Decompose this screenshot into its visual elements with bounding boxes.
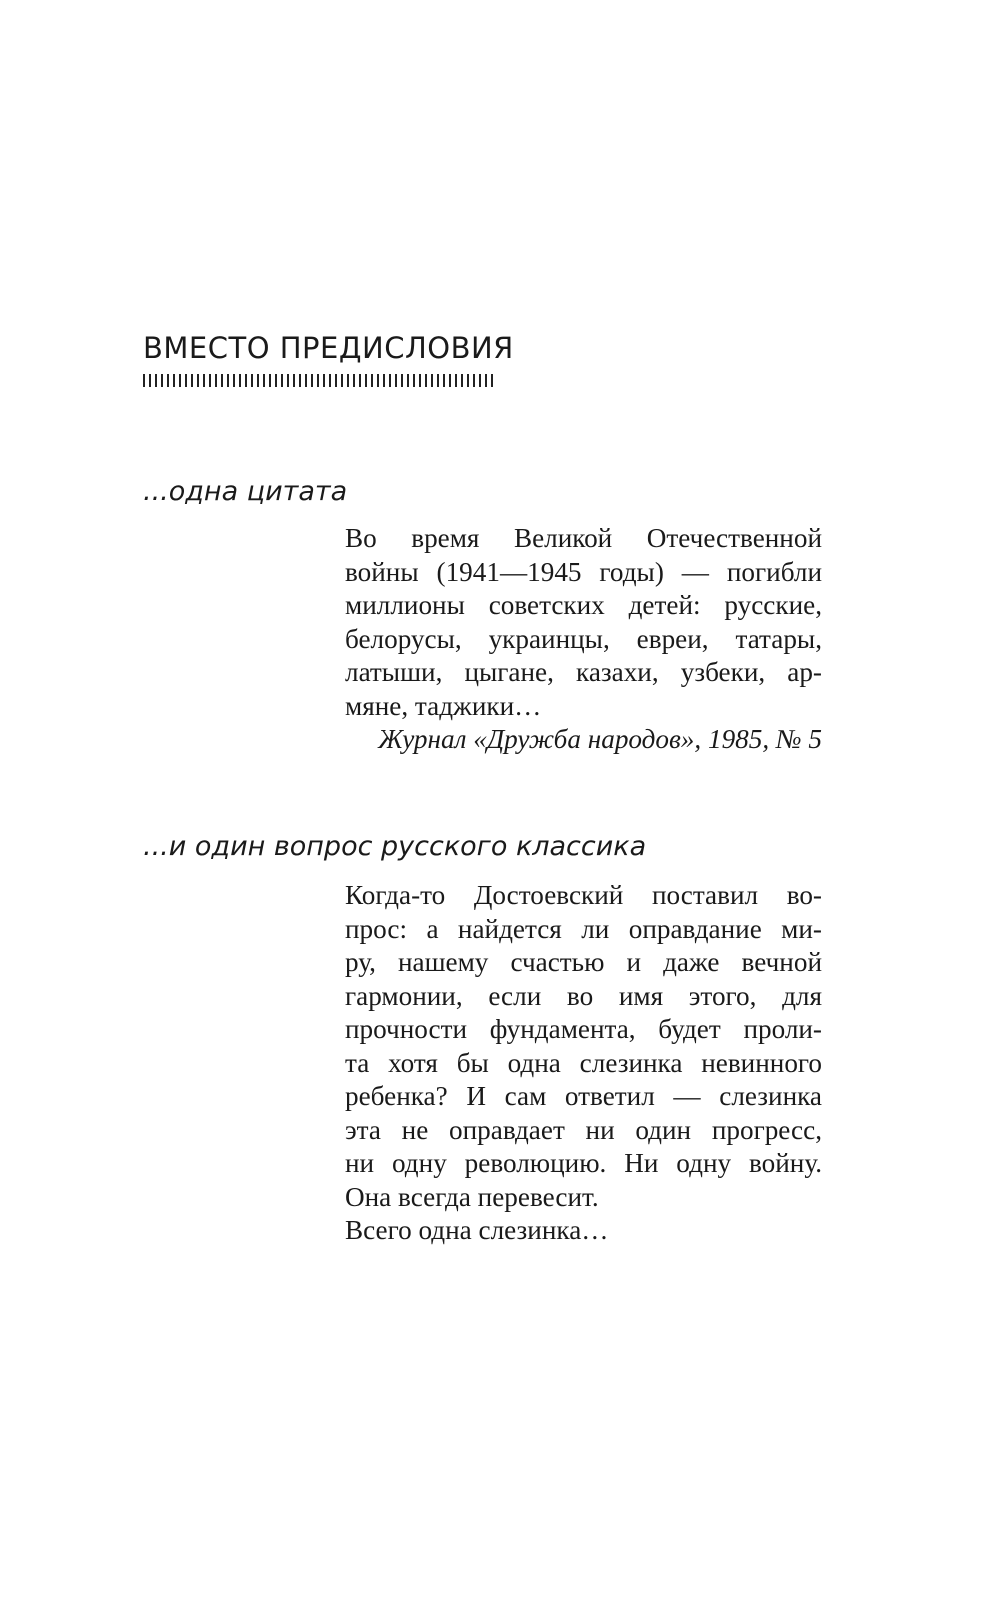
section-title: ВМЕСТО ПРЕДИСЛОВИЯ [143,331,514,365]
quote-line: Во время Великой Отечественной [345,523,822,553]
question-line: ребенка? И сам ответил — слезинка [345,1081,822,1111]
quote-line: латыши, цыгане, казахи, узбеки, ар- [345,657,822,687]
question-line: эта не оправдает ни один прогресс, [345,1114,822,1145]
quote-heading: ...одна цитата [143,476,348,507]
quote-line: войны (1941—1945 годы) — погибли [345,556,822,587]
question-heading: ...и один вопрос русского классика [143,831,647,862]
question-line: та хотя бы одна слезинка невинного [345,1047,822,1078]
question-block [345,879,822,1248]
question-line: Когда-то Достоевский поставил во- [345,880,822,910]
question-line: прос: а найдется ли оправдание ми- [345,913,822,944]
question-line: прочности фундамента, будет проли- [345,1014,822,1044]
quote-block [345,522,822,757]
quote-attribution: Журнал «Дружба народов», 1985, № 5 [378,724,822,754]
question-line: Она всегда перевесит. [345,1181,599,1212]
quote-line: мяне, таджики… [345,690,542,721]
question-line: ру, нашему счастью и даже вечной [345,947,822,977]
question-line: ни одну революцию. Ни одну войну. [345,1148,822,1178]
quote-line: белорусы, украинцы, евреи, татары, [345,623,822,654]
title-underline-rule [143,374,495,387]
question-line: Всего одна слезинка… [345,1215,609,1245]
question-line: гармонии, если во имя этого, для [345,980,822,1011]
quote-line: миллионы советских детей: русские, [345,590,822,620]
